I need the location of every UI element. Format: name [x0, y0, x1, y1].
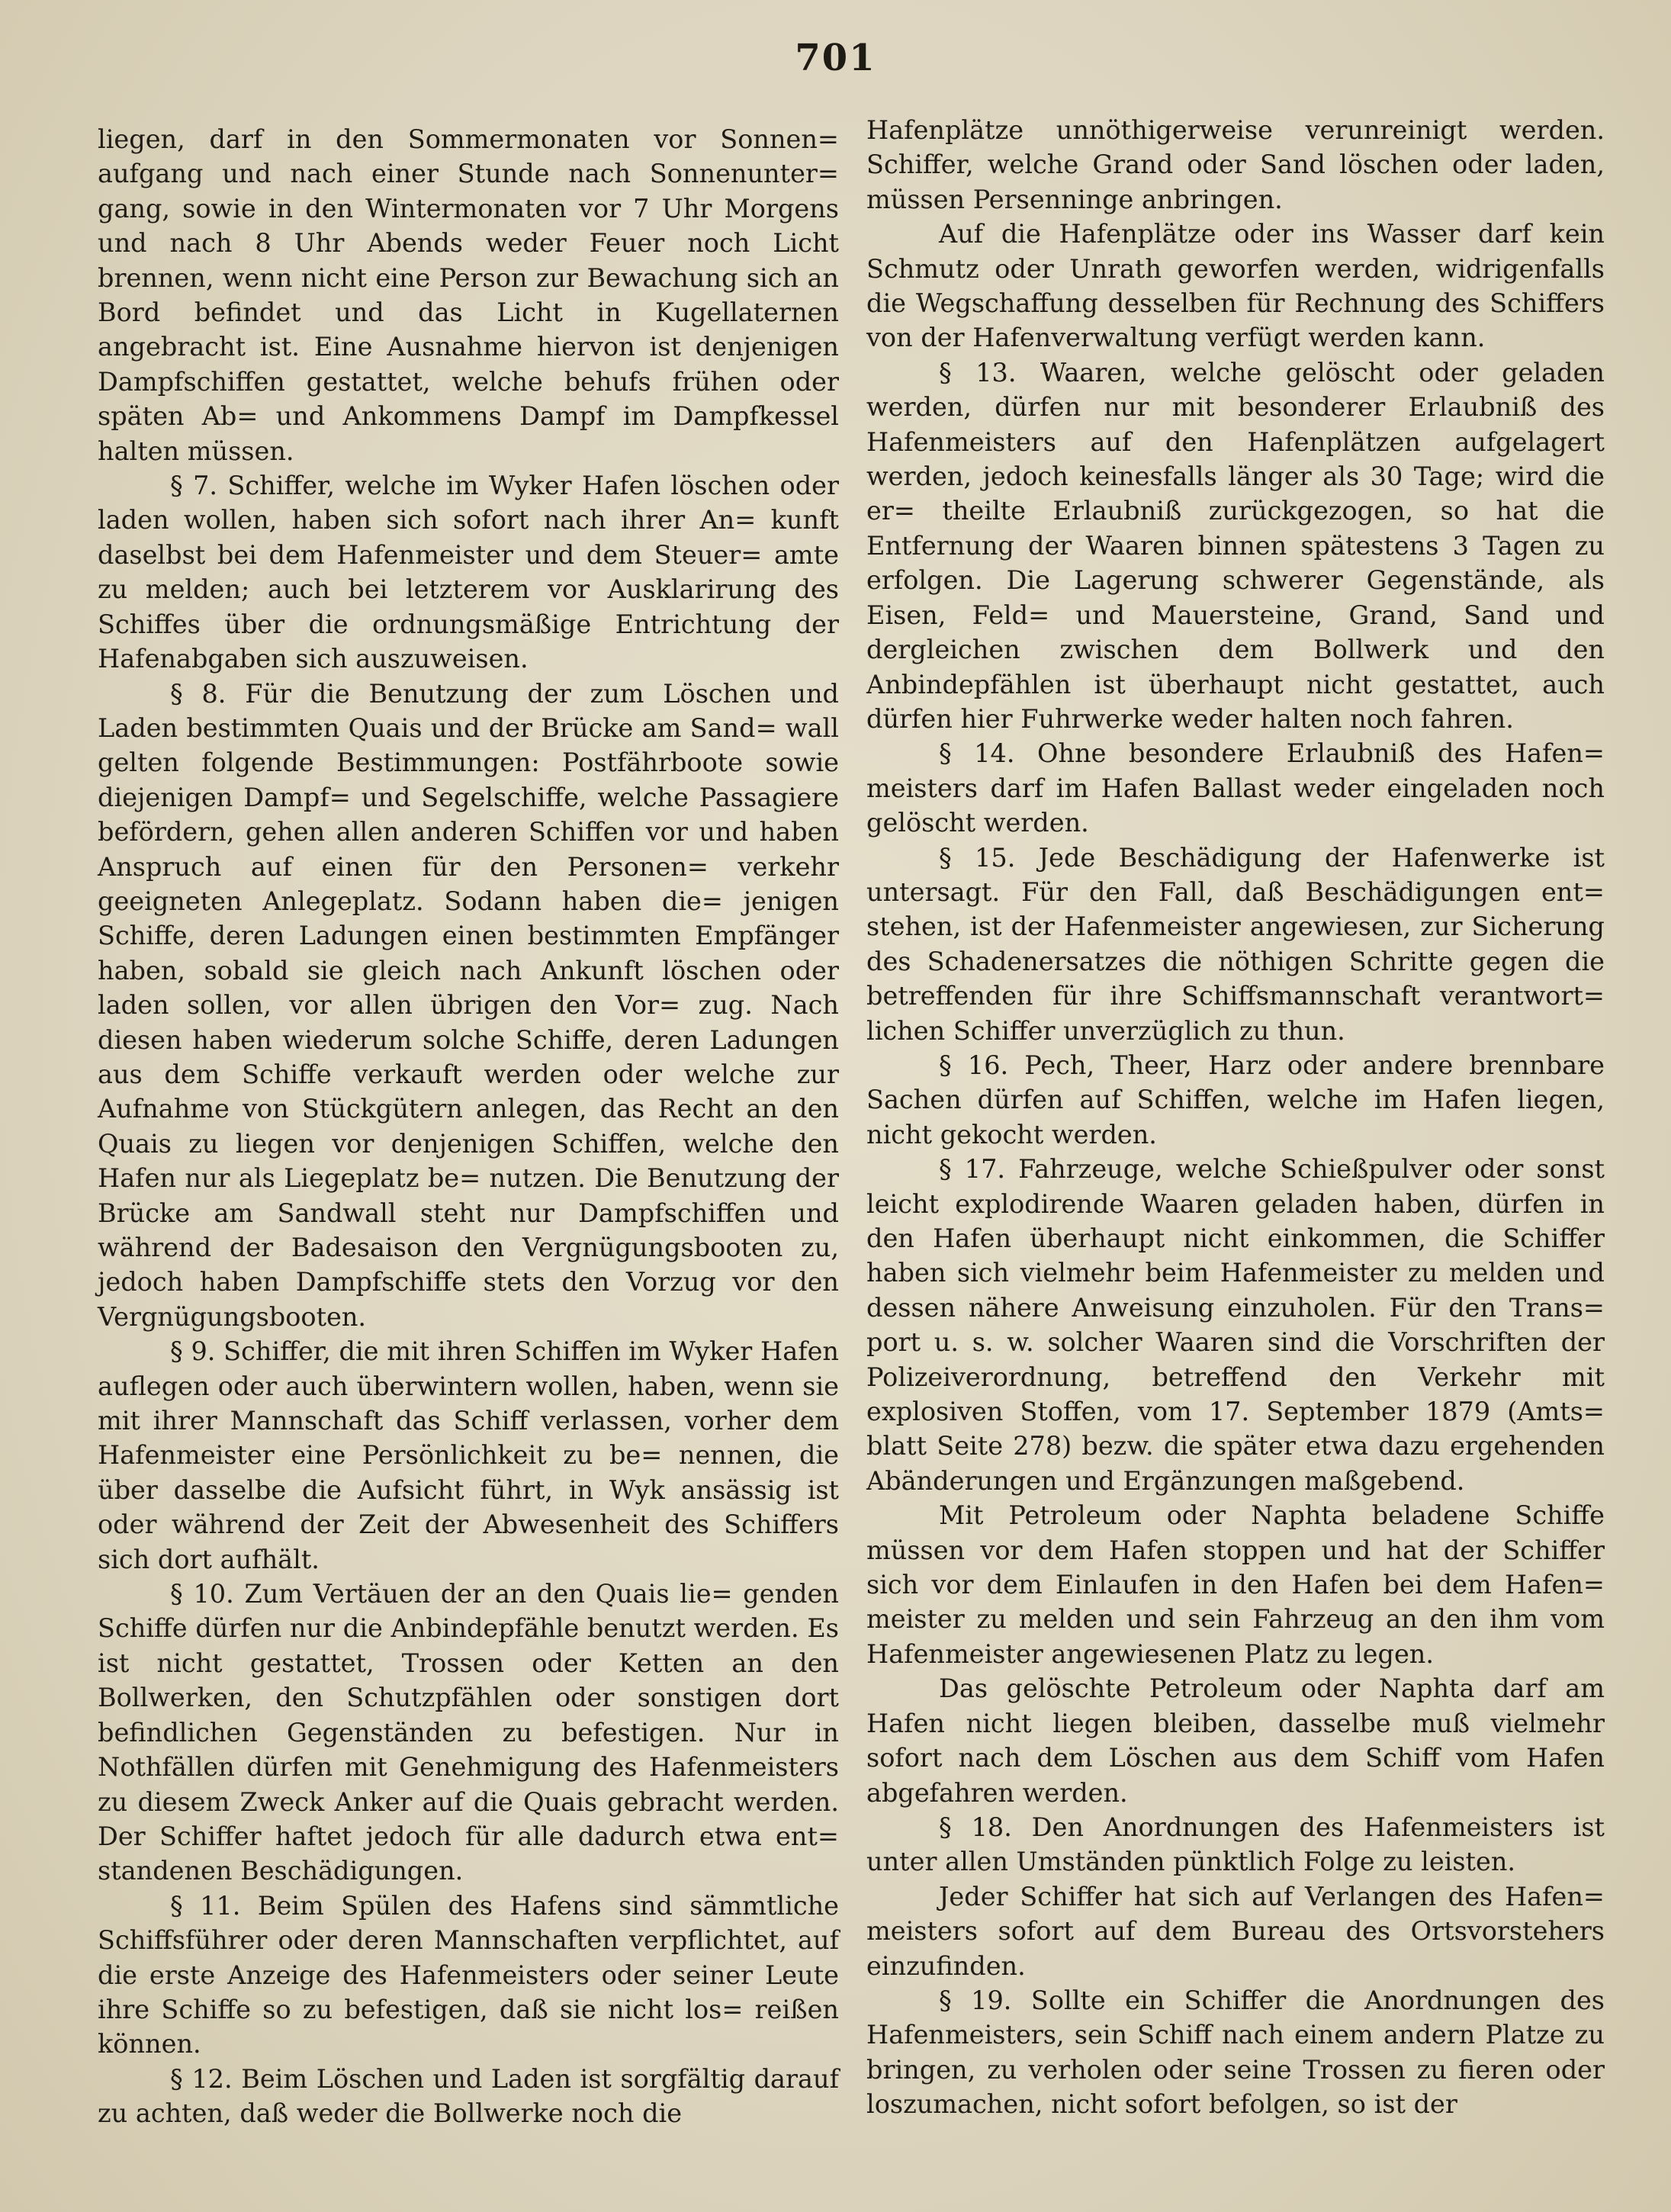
paragraph-section-15: § 15. Jede Beschädigung der Hafenwerke ist untersagt. Für den Fall, daß Beschädigungen ent= stehen, ist der Hafenmeister angewiesen, zur Sicherung des Schadenersatzes die nöthigen Schritte gegen die betreffenden für ihre Schiffsmannschaft verantwort= lichen Schiffer unverzüglich zu thun. [866, 842, 1605, 1046]
paragraph-continuation: liegen, darf in den Sommermonaten vor Sonnen= aufgang und nach einer Stunde nach Sonnenunter= gang, sowie in den Wintermonaten vor 7 Uhr Morgens und nach 8 Uhr Abends weder Feuer noch Licht brennen, wenn nicht eine Person zur Bewachung sich an Bord befindet und das Licht in Kugellaternen angebracht ist. Eine Ausnahme hiervon ist denjenigen Dampfschiffen gestattet, welche behufs frühen oder späten Ab= und Ankommens Dampf im Dampfkessel halten müssen. [98, 124, 839, 466]
paragraph-section-8: § 8. Für die Benutzung der zum Löschen und Laden bestimmten Quais und der Brücke am Sand= wall gelten folgende Bestimmungen: Postfährboote sowie diejenigen Dampf= und Segelschiffe, welche Passagiere befördern, gehen allen anderen Schiffen vor und haben Anspruch auf einen für den Personen= verkehr geeigneten Anlegeplatz. Sodann haben die= jenigen Schiffe, deren Ladungen einen bestimmten Empfänger haben, sobald sie gleich nach Ankunft löschen oder laden sollen, vor allen übrigen den Vor= zug. Nach diesen haben wiederum solche Schiffe, deren Ladungen aus dem Schiffe verkauft werden oder welche zur Aufnahme von Stückgütern anlegen, das Recht an den Quais zu liegen vor denjenigen Schiffen, welche den Hafen nur als Liegeplatz be= nutzen. Die Benutzung der Brücke am Sandwall steht nur Dampfschiffen und während der Badesaison den Vergnügungsbooten zu, jedoch haben Dampfschiffe stets den Vorzug vor den Vergnügungsbooten. [98, 678, 839, 1332]
left-column [98, 122, 839, 2131]
paragraph-section-10: § 10. Zum Vertäuen der an den Quais lie= genden Schiffe dürfen nur die Anbindepfähle benutzt werden. Es ist nicht gestattet, Trossen oder Ketten an den Bollwerken, den Schutzpfählen oder sonstigen dort befindlichen Gegenständen zu befestigen. Nur in Nothfällen dürfen mit Genehmigung des Hafenmeisters zu diesem Zweck Anker auf die Quais gebracht werden. Der Schiffer haftet jedoch für alle dadurch etwa ent= standenen Beschädigungen. [98, 1579, 839, 1886]
paragraph-petroleum-stop: Mit Petroleum oder Naphta beladene Schiffe müssen vor dem Hafen stoppen und hat der Schiffer sich vor dem Einlaufen in den Hafen bei dem Hafen= meister zu melden und sein Fahrzeug an den ihm vom Hafenmeister angewiesenen Platz zu legen. [866, 1500, 1605, 1669]
paragraph-section-17: § 17. Fahrzeuge, welche Schießpulver oder sonst leicht explodirende Waaren geladen haben, dürfen in den Hafen überhaupt nicht einkommen, die Schiffer haben sich vielmehr beim Hafenmeister zu melden und dessen nähere Anweisung einzuholen. Für den Trans= port u. s. w. solcher Waaren sind die Vorschriften der Polizeiverordnung, betreffend den Verkehr mit explosiven Stoffen, vom 17. September 1879 (Amts= blatt Seite 278) bezw. die später etwa dazu ergehenden Abänderungen und Ergänzungen maßgebend. [866, 1154, 1605, 1496]
paragraph-section-9: § 9. Schiffer, die mit ihren Schiffen im Wyker Hafen auflegen oder auch überwintern wollen, haben, wenn sie mit ihrer Mannschaft das Schiff verlassen, vorher dem Hafenmeister eine Persönlichkeit zu be= nennen, die über dasselbe die Aufsicht führt, in Wyk ansässig ist oder während der Zeit der Abwesenheit des Schiffers sich dort aufhält. [98, 1336, 839, 1574]
right-column [866, 113, 1605, 2122]
paragraph-bureau-summons: Jeder Schiffer hat sich auf Verlangen des Hafen= meisters sofort auf dem Bureau des Ortsvorstehers einzufinden. [866, 1881, 1605, 1981]
paragraph-section-7: § 7. Schiffer, welche im Wyker Hafen löschen oder laden wollen, haben sich sofort nach ihrer An= kunft daselbst bei dem Hafenmeister und dem Steuer= amte zu melden; auch bei letzterem vor Ausklarirung des Schiffes über die ordnungsmäßige Entrichtung der Hafenabgaben sich auszuweisen. [98, 471, 839, 674]
paragraph-section-12: § 12. Beim Löschen und Laden ist sorgfältig darauf zu achten, daß weder die Bollwerke noch die [98, 2063, 839, 2129]
paragraph-section-19: § 19. Sollte ein Schiffer die Anordnungen des Hafenmeisters, sein Schiff nach einem andern Platze zu bringen, zu verholen oder seine Trossen zu fieren oder loszumachen, nicht sofort befolgen, so ist der [866, 1985, 1605, 2120]
paragraph-section-12-continued: Hafenplätze unnöthigerweise verunreinigt werden. Schiffer, welche Grand oder Sand löschen oder laden, müssen Persenninge anbringen. [866, 115, 1605, 214]
paragraph-section-16: § 16. Pech, Theer, Harz oder andere brennbare Sachen dürfen auf Schiffen, welche im Hafen liegen, nicht gekocht werden. [866, 1050, 1605, 1149]
paragraph-section-13: § 13. Waaren, welche gelöscht oder geladen werden, dürfen nur mit besonderer Erlaubniß des Hafenmeisters auf den Hafenplätzen aufgelagert werden, jedoch keinesfalls länger als 30 Tage; wird die er= theilte Erlaubniß zurückgezogen, so hat die Entfernung der Waaren binnen spätestens 3 Tagen zu erfolgen. Die Lagerung schwerer Gegenstände, als Eisen, Feld= und Mauersteine, Grand, Sand und dergleichen zwischen dem Bollwerk und den Anbindepfählen ist überhaupt nicht gestattet, auch dürfen hier Fuhrwerke weder halten noch fahren. [866, 357, 1605, 734]
paragraph-petroleum-removal: Das gelöschte Petroleum oder Naphta darf am Hafen nicht liegen bleiben, dasselbe muß vielmehr sofort nach dem Löschen aus dem Schiff vom Hafen abgefahren werden. [866, 1673, 1605, 1808]
page-number: 701 [795, 37, 876, 79]
paragraph-section-18: § 18. Den Anordnungen des Hafenmeisters ist unter allen Umständen pünktlich Folge zu leisten. [866, 1812, 1605, 1877]
paragraph-section-14: § 14. Ohne besondere Erlaubniß des Hafen= meisters darf im Hafen Ballast weder eingeladen noch gelöscht werden. [866, 738, 1605, 838]
paragraph-section-11: § 11. Beim Spülen des Hafens sind sämmtliche Schiffsführer oder deren Mannschaften verpflichtet, auf die erste Anzeige des Hafenmeisters oder seiner Leute ihre Schiffe so zu befestigen, daß sie nicht los= reißen können. [98, 1890, 839, 2059]
paragraph-waste-rule: Auf die Hafenplätze oder ins Wasser darf kein Schmutz oder Unrath geworfen werden, widrigenfalls die Wegschaffung desselben für Rechnung des Schiffers von der Hafenverwaltung verfügt werden kann. [866, 219, 1605, 353]
